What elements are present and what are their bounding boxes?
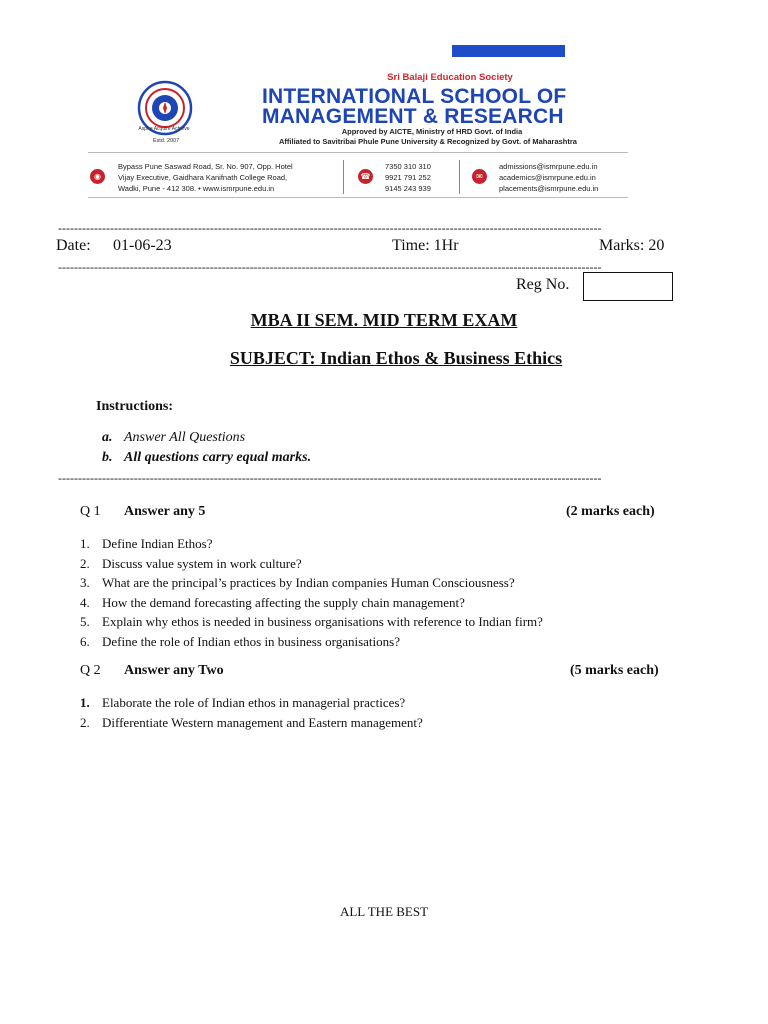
item-number: 4.: [80, 594, 90, 610]
header-accent-bar: [452, 45, 565, 57]
date-label: Date:: [56, 237, 91, 254]
dashed-divider: ----------------------------------------------------------------------------------------------------------------------------------------: [58, 472, 602, 484]
email-block: [499, 161, 598, 194]
item-number: 5.: [80, 614, 90, 629]
exam-title-text: MBA II SEM. MID TERM EXAM: [250, 310, 518, 330]
phone-number: 9145 243 939: [385, 184, 431, 193]
email-address: placements@ismrpune.edu.in: [499, 184, 599, 193]
list-item: [80, 713, 423, 733]
phone-block: [385, 161, 431, 194]
question-heading: Answer any Two: [124, 663, 224, 678]
list-item: [80, 632, 543, 652]
list-item: [80, 573, 543, 593]
list-item: [80, 593, 543, 613]
mail-icon: ✉: [472, 169, 487, 184]
list-item: [80, 554, 543, 574]
total-marks: Marks: 20: [599, 237, 665, 254]
letterhead-bottom-divider: [88, 197, 628, 198]
reg-no-box[interactable]: [583, 272, 673, 301]
logo-motto: Aspire Acquire Achieve: [138, 126, 190, 132]
address-line: Vijay Executive, Gaidhara Kanifnath College Road,: [118, 173, 288, 182]
list-item: [80, 534, 543, 554]
dashed-divider: ----------------------------------------------------------------------------------------------------------------------------------------: [58, 222, 602, 234]
instruction-item: [102, 430, 245, 446]
address-line: Bypass Pune Saswad Road, Sr. No. 907, Opp. Hotel: [118, 162, 293, 171]
item-text: How the demand forecasting affecting the supply chain management?: [102, 594, 465, 610]
item-number: 3.: [80, 575, 90, 590]
exam-title: [0, 310, 768, 331]
exam-subject-text: SUBJECT: Indian Ethos & Business Ethics: [229, 348, 563, 368]
institute-name-line2: MANAGEMENT & RESEARCH: [262, 105, 564, 128]
question-list: [80, 534, 543, 651]
email-address: academics@ismrpune.edu.in: [499, 173, 596, 182]
item-number: 1.: [80, 536, 90, 551]
phone-number: 7350 310 310: [385, 162, 431, 171]
instructions-heading: Instructions:: [96, 399, 174, 414]
item-text: Differentiate Western management and Eastern management?: [102, 714, 423, 730]
question-heading: Answer any 5: [124, 504, 206, 519]
exam-subject: [0, 348, 768, 369]
address-line: Wadki, Pune - 412 308. • www.ismrpune.edu.in: [118, 184, 275, 193]
letterhead-divider: [88, 152, 628, 153]
phone-icon: ☎: [358, 169, 373, 184]
item-number: 6.: [80, 633, 90, 649]
question-marks: (5 marks each): [570, 663, 659, 678]
item-number: 1.: [80, 695, 90, 710]
address-block: [118, 161, 293, 194]
instruction-text: All questions carry equal marks.: [124, 450, 312, 465]
instruction-item: [102, 450, 311, 466]
contact-separator: [459, 160, 460, 194]
item-text: Define the role of Indian ethos in business organisations?: [102, 633, 400, 649]
list-item: [80, 693, 423, 713]
reg-no-label: Reg No.: [516, 276, 570, 293]
item-text: Define Indian Ethos?: [102, 536, 213, 551]
item-text: Elaborate the role of Indian ethos in managerial practices?: [102, 695, 406, 710]
question-number: Q 1: [80, 504, 101, 519]
item-text: What are the principal’s practices by Indian companies Human Consciousness?: [102, 575, 515, 590]
logo-established: Estd. 2007: [152, 138, 180, 144]
question-number: Q 2: [80, 663, 101, 678]
item-text: Explain why ethos is needed in business organisations with reference to Indian firm?: [102, 614, 543, 629]
closing-message: ALL THE BEST: [339, 904, 429, 919]
question-list: [80, 693, 423, 732]
dashed-divider: ----------------------------------------------------------------------------------------------------------------------------------------: [58, 261, 602, 273]
instruction-letter: b.: [102, 450, 113, 465]
list-item: [80, 612, 543, 632]
approval-line: Approved by AICTE, Ministry of HRD Govt. of India: [341, 127, 523, 136]
email-address: admissions@ismrpune.edu.in: [499, 162, 598, 171]
item-text: Discuss value system in work culture?: [102, 555, 302, 571]
institute-name-line1: INTERNATIONAL SCHOOL OF: [262, 85, 567, 108]
date-value: 01-06-23: [113, 237, 172, 254]
question-marks: (2 marks each): [566, 504, 655, 519]
instruction-letter: a.: [102, 430, 113, 445]
location-pin-icon: ◉: [90, 169, 105, 184]
society-name: Sri Balaji Education Society: [387, 72, 513, 83]
contact-separator: [343, 160, 344, 194]
instruction-text: Answer All Questions: [124, 430, 246, 445]
phone-number: 9921 791 252: [385, 173, 431, 182]
affiliation-line: Affiliated to Savitribai Phule Pune University & Recognized by Govt. of Maharashtra: [279, 137, 577, 146]
item-number: 2.: [80, 555, 90, 571]
item-number: 2.: [80, 714, 90, 730]
exam-duration: Time: 1Hr: [392, 237, 459, 254]
